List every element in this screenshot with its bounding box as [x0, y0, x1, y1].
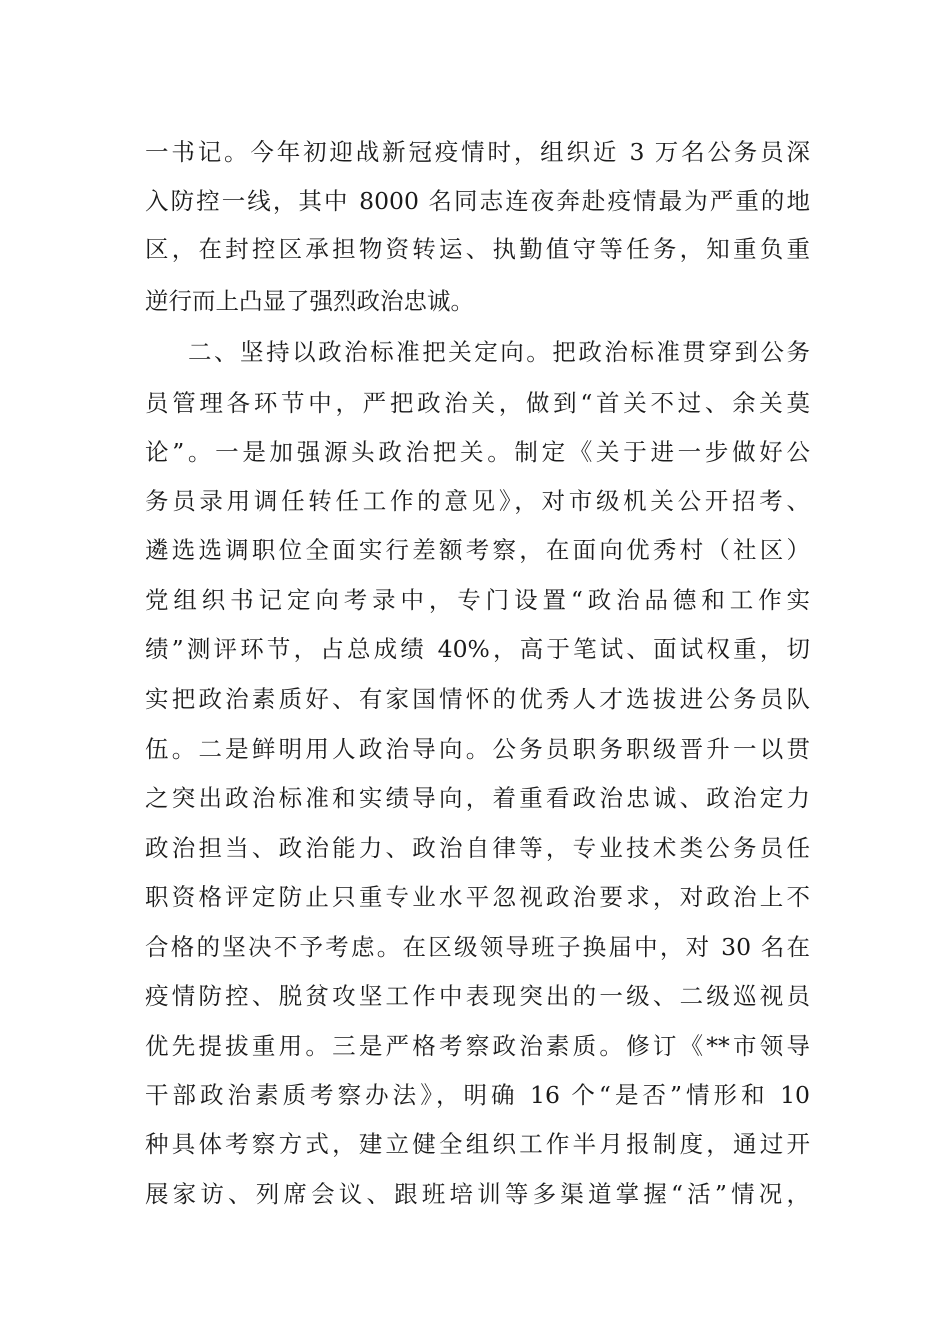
paragraph-line: 论”。一是加强源头政治把关。制定《关于进一步做好公	[145, 438, 810, 466]
paragraph-line: 之突出政治标准和实绩导向，着重看政治忠诚、政治定力	[145, 784, 810, 812]
paragraph-line: 政治担当、政治能力、政治自律等，专业技术类公务员任	[145, 834, 810, 862]
paragraph-line: 二、坚持以政治标准把关定向。把政治标准贯穿到公务	[188, 338, 810, 366]
paragraph-line: 职资格评定防止只重专业水平忽视政治要求，对政治上不	[145, 883, 810, 911]
paragraph-line: 干部政治素质考察办法》，明确 16 个“是否”情形和 10	[145, 1081, 810, 1109]
paragraph-line: 党组织书记定向考录中，专门设置“政治品德和工作实	[145, 586, 810, 614]
paragraph-line: 务员录用调任转任工作的意见》，对市级机关公开招考、	[145, 487, 810, 515]
paragraph-line: 伍。二是鲜明用人政治导向。公务员职务职级晋升一以贯	[145, 735, 810, 763]
paragraph-line: 绩”测评环节，占总成绩 40%，高于笔试、面试权重，切	[145, 635, 810, 663]
paragraph-line: 遴选选调职位全面实行差额考察，在面向优秀村（社区）	[145, 536, 810, 564]
paragraph-line: 员管理各环节中，严把政治关，做到“首关不过、余关莫	[145, 389, 810, 417]
paragraph-line: 区，在封控区承担物资转运、执勤值守等任务，知重负重	[145, 235, 810, 263]
paragraph-line: 疫情防控、脱贫攻坚工作中表现突出的一级、二级巡视员	[145, 982, 810, 1010]
paragraph-line: 逆行而上凸显了强烈政治忠诚。	[145, 287, 474, 315]
paragraph-line: 一书记。今年初迎战新冠疫情时，组织近 3 万名公务员深	[145, 138, 810, 166]
paragraph-line: 种具体考察方式，建立健全组织工作半月报制度，通过开	[145, 1130, 810, 1158]
paragraph-line: 优先提拔重用。三是严格考察政治素质。修订《**市领导	[145, 1032, 810, 1060]
paragraph-line: 合格的坚决不予考虑。在区级领导班子换届中，对 30 名在	[145, 933, 810, 961]
paragraph-line: 入防控一线，其中 8000 名同志连夜奔赴疫情最为严重的地	[145, 187, 810, 215]
paragraph-line: 展家访、列席会议、跟班培训等多渠道掌握“活”情况，	[145, 1180, 810, 1208]
paragraph-line: 实把政治素质好、有家国情怀的优秀人才选拔进公务员队	[145, 685, 810, 713]
